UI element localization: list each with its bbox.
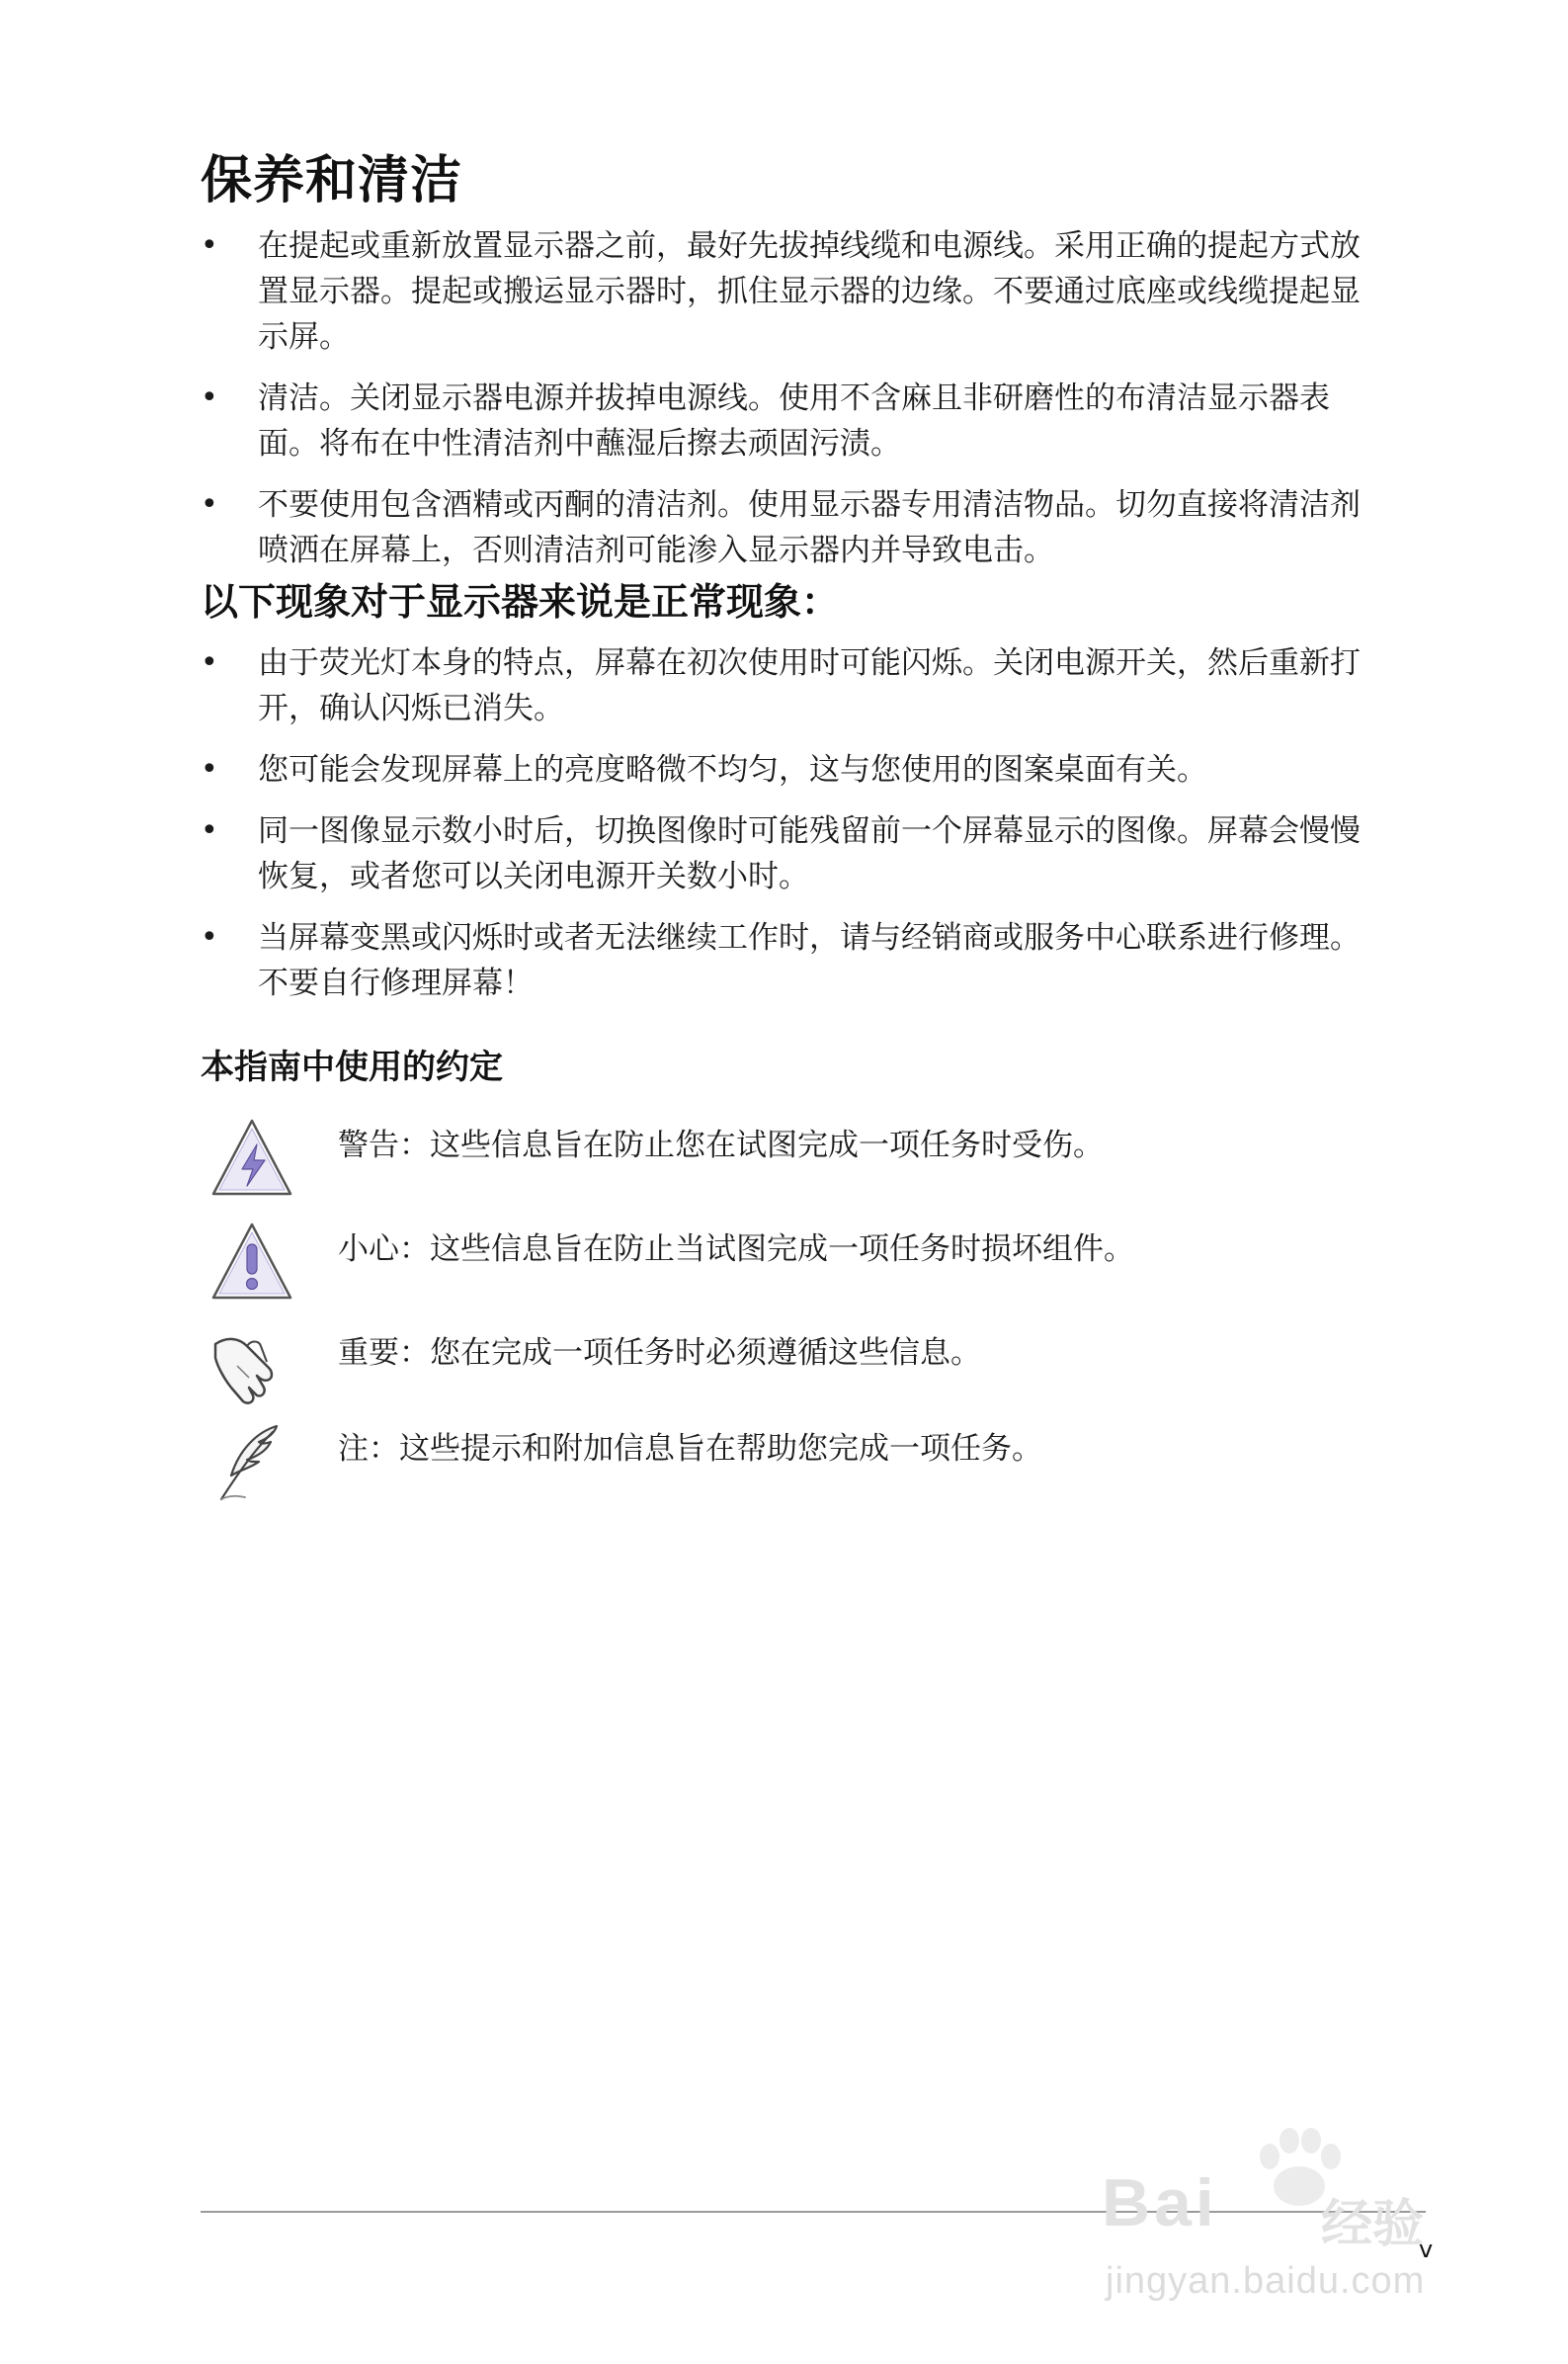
normal-phenomena-list [201, 640, 1366, 1022]
convention-warning-text: 警告：这些信息旨在防止您在试图完成一项任务时受伤。 [338, 1128, 1104, 1163]
list-item-text: 清洁。关闭显示器电源并拔掉电源线。使用不含麻且非研磨性的布清洁显示器表面。将布在中性清洁剂中蘸湿后擦去顽固污渍。 [258, 380, 1330, 462]
page-title: 保养和清洁 [201, 151, 463, 211]
list-item-text: 由于荧光灯本身的特点，屏幕在初次使用时可能闪烁。关闭电源开关，然后重新打开，确认闪烁已消失。 [258, 645, 1361, 726]
care-list [201, 223, 1366, 589]
convention-caution-text: 小心：这些信息旨在防止当试图完成一项任务时损坏组件。 [338, 1231, 1134, 1267]
normal-phenomena-heading: 以下现象对于显示器来说是正常现象： [201, 580, 840, 624]
conventions-heading: 本指南中使用的约定 [201, 1048, 503, 1087]
list-item-text: 不要使用包含酒精或丙酮的清洁剂。使用显示器专用清洁物品。切勿直接将清洁剂喷洒在屏幕上，否则清洁剂可能渗入显示器内并导致电击。 [258, 487, 1361, 568]
convention-important [207, 1322, 1294, 1411]
feather-pen-icon [207, 1418, 296, 1507]
list-item [201, 482, 1366, 573]
bullet-dot: • [201, 752, 218, 787]
convention-warning [207, 1115, 1294, 1204]
caution-exclamation-icon [207, 1219, 296, 1308]
convention-note-text: 注：这些提示和附加信息旨在帮助您完成一项任务。 [338, 1431, 1042, 1467]
list-item [201, 747, 1366, 793]
list-item [201, 808, 1366, 899]
bullet-dot: • [201, 645, 218, 680]
bullet-dot: • [201, 813, 218, 848]
list-item [201, 376, 1366, 466]
list-item-text: 在提起或重新放置显示器之前，最好先拔掉线缆和电源线。采用正确的提起方式放置显示器。提起或搬运显示器时，抓住显示器的边缘。不要通过底座或线缆提起显示屏。 [258, 228, 1361, 355]
warning-lightning-icon [207, 1115, 296, 1204]
watermark-brand-cn: 经验 [1321, 2195, 1425, 2254]
bullet-dot: • [201, 487, 218, 522]
watermark-brand: Bai [1102, 2165, 1218, 2240]
list-item [201, 915, 1366, 1006]
watermark-url: jingyan.baidu.com [1106, 2260, 1426, 2302]
bullet-dot: • [201, 380, 218, 415]
pointing-hand-icon [207, 1322, 296, 1411]
list-item [201, 640, 1366, 731]
convention-caution [207, 1219, 1294, 1308]
list-item-text: 同一图像显示数小时后，切换图像时可能残留前一个屏幕显示的图像。屏幕会慢慢恢复，或者您可以关闭电源开关数小时。 [258, 813, 1361, 894]
page-number: v [1419, 2236, 1434, 2263]
baidu-watermark [1092, 2117, 1467, 2324]
list-item [201, 223, 1366, 360]
bullet-dot: • [201, 228, 218, 263]
list-item-text: 您可能会发现屏幕上的亮度略微不均匀，这与您使用的图案桌面有关。 [258, 752, 1207, 788]
list-item-text: 当屏幕变黑或闪烁时或者无法继续工作时，请与经销商或服务中心联系进行修理。不要自行修理屏幕！ [258, 920, 1361, 1001]
convention-important-text: 重要：您在完成一项任务时必须遵循这些信息。 [338, 1335, 981, 1371]
bullet-dot: • [201, 920, 218, 955]
convention-note [207, 1418, 1294, 1507]
